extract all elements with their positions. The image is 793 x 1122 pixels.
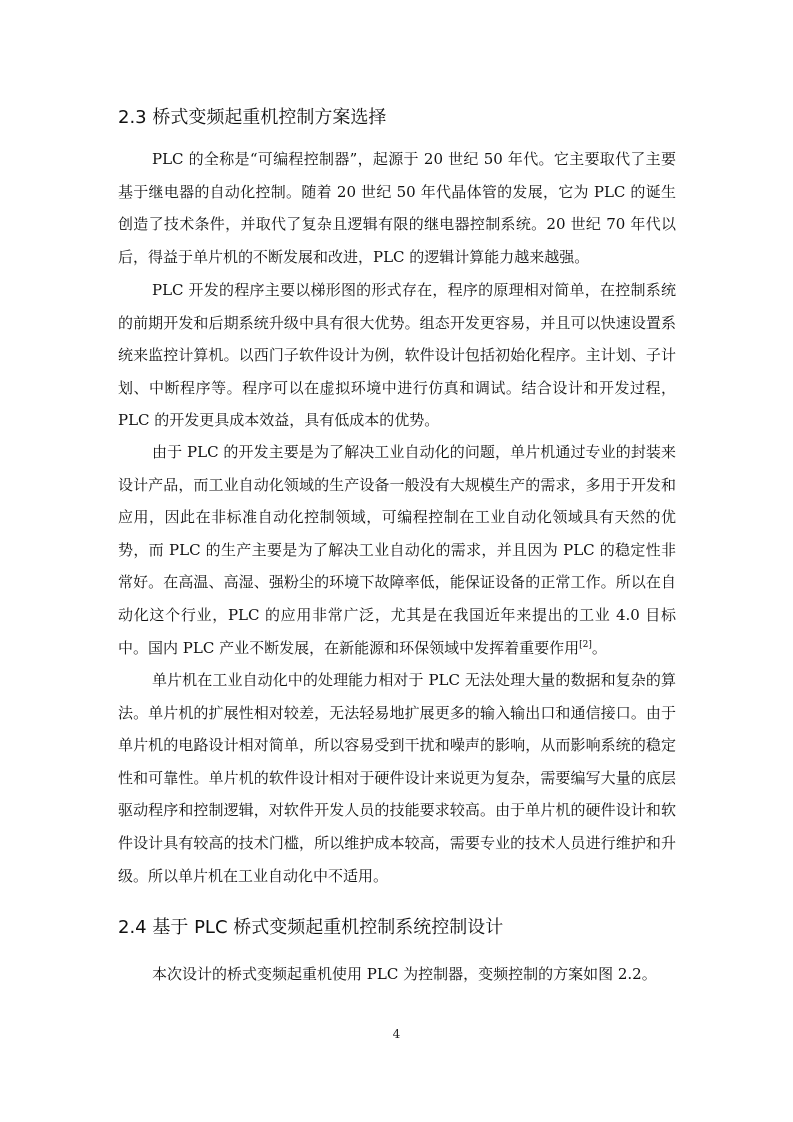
paragraph-end-punctuation: 。 xyxy=(591,638,607,657)
paragraph-mcu-limitations: 单片机在工业自动化中的处理能力相对于 PLC 无法处理大量的数据和复杂的算法。单片机的扩展性相对较差，无法轻易地扩展更多的输入输出口和通信接口。由于单片机的电路设计相对简单，所以容易受到干扰和噪声的影响，从而影响系统的稳定性和可靠性。单片机的软件设计相对于硬件设计来说更为复杂，需要编写大量的底层驱动程序和控制逻辑，对软件开发人员的技能要求较高。由于单片机的硬件设计和软件设计具有较高的技术门槛，所以维护成本较高，需要专业的技术人员进行维护和升级。所以单片机在工业自动化中不适用。 xyxy=(118,671,676,885)
section-heading-2-4: 2.4 基于 PLC 桥式变频起重机控制系统控制设计 xyxy=(118,917,504,938)
paragraph-design-intro: 本次设计的桥式变频起重机使用 PLC 为控制器，变频控制的方案如图 2.2。 xyxy=(152,965,657,983)
citation-reference: [2] xyxy=(579,639,592,650)
paragraph-plc-advantages-text: 由于 PLC 的开发主要是为了解决工业自动化的问题，单片机通过专业的封装来设计产品，而工业自动化领域的生产设备一般没有大规模生产的需求，多用于开发和应用，因此在非标准自动化控制领域，可编程控制在工业自动化领域具有天然的优势，而 PLC 的生产主要是为了解决工业自动化的需求，并且因为 PLC 的稳定性非常好。在高温、高湿、强粉尘的环境下故障率低，能保证设备的正常工作。所以在自动化这个行业，PLC 的应用非常广泛，尤其是在我国近年来提出的工业 4.0 目标中。国内 PLC 产业不断发展，在新能源和环保领域中发挥着重要作用 xyxy=(118,443,676,657)
paragraph-plc-programming: PLC 开发的程序主要以梯形图的形式存在，程序的原理相对简单，在控制系统的前期开发和后期系统升级中具有很大优势。组态开发更容易，并且可以快速设置系统来监控计算机。以西门子软件设计为例，软件设计包括初始化程序。主计划、子计划、中断程序等。程序可以在虚拟环境中进行仿真和调试。结合设计和开发过程，PLC 的开发更具成本效益，具有低成本的优势。 xyxy=(118,281,676,430)
page-number: 4 xyxy=(392,1027,401,1041)
paragraph-plc-advantages xyxy=(118,436,676,664)
section-heading-2-3: 2.3 桥式变频起重机控制方案选择 xyxy=(118,107,387,128)
paragraph-plc-history: PLC 的全称是“可编程控制器”，起源于 20 世纪 50 年代。它主要取代了主要基于继电器的自动化控制。随着 20 世纪 50 年代晶体管的发展，它为 PLC 的诞生创造了技术条件，并取代了复杂且逻辑有限的继电器控制系统。20 世纪 70 年代以后，得益于单片机的不断发展和改进，PLC 的逻辑计算能力越来越强。 xyxy=(118,150,676,266)
